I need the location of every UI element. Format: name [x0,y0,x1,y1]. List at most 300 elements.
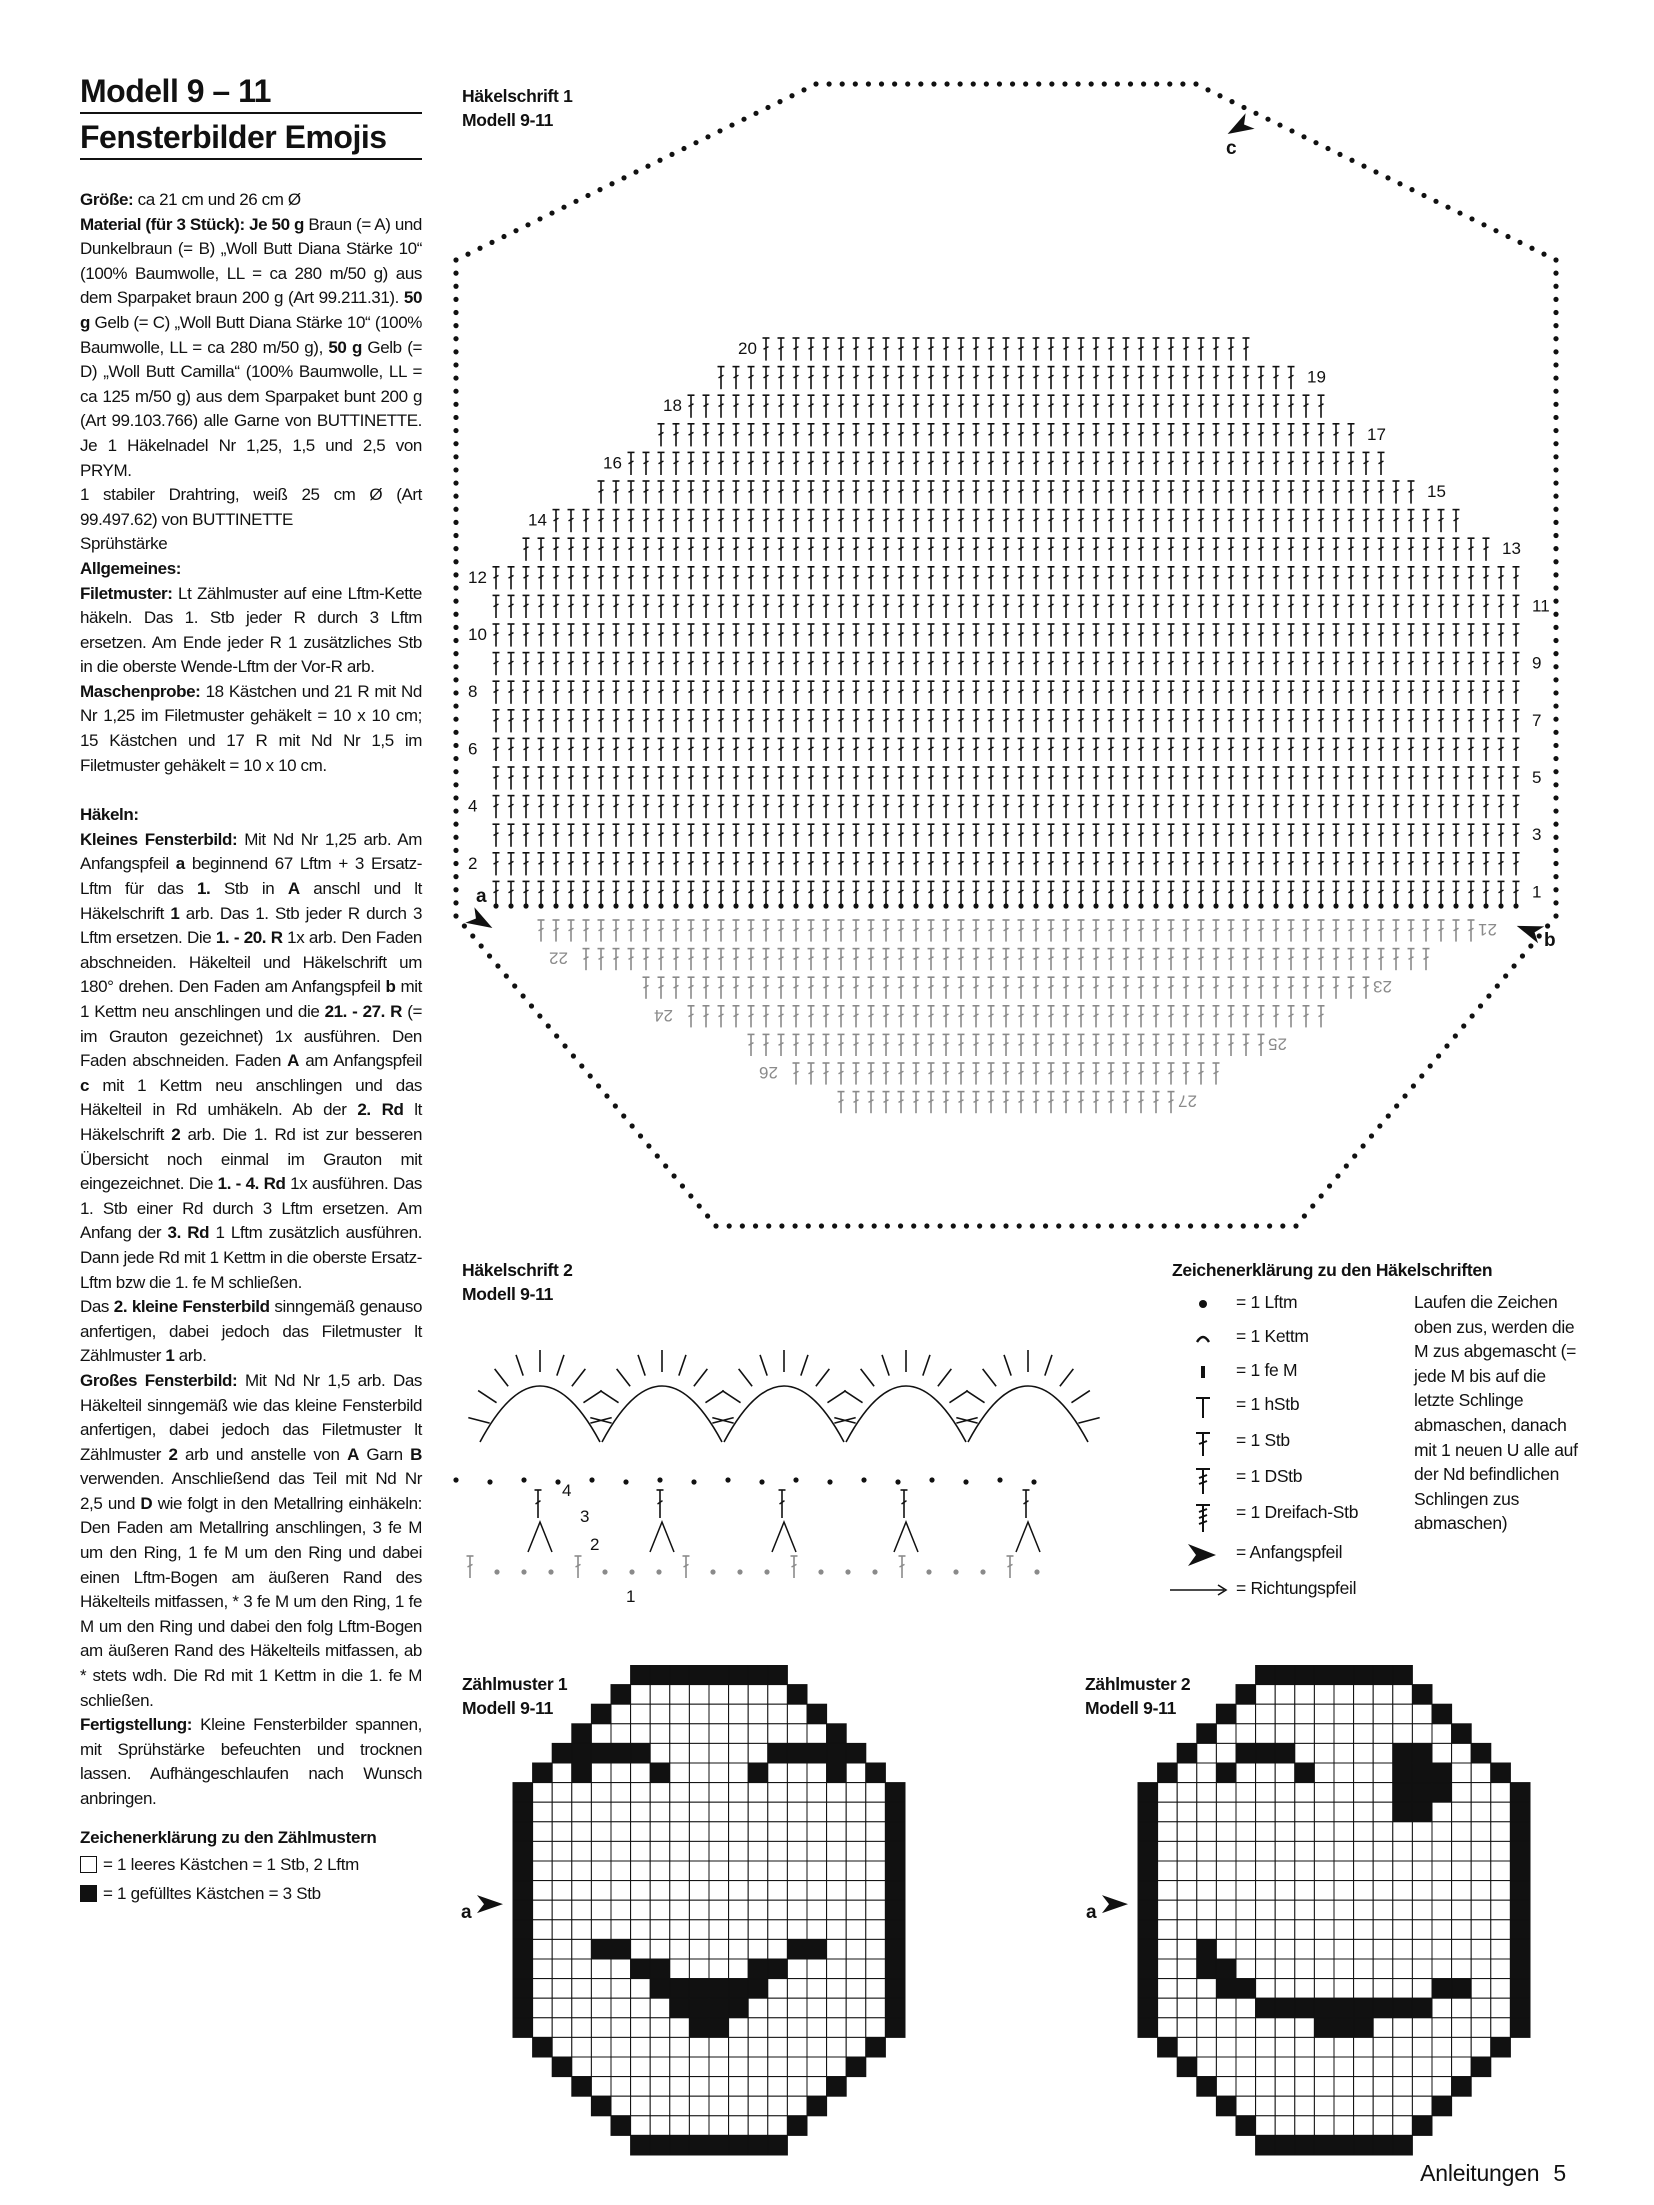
stitch-mark [898,710,905,733]
stitch-mark [553,796,560,819]
stitch-mark [598,853,605,876]
stitch-mark [1318,653,1325,676]
stitch-mark [1033,624,1040,647]
stitch-mark [973,624,980,647]
stitch-mark [733,510,740,533]
stitch-mark [598,738,605,761]
stitch-mark [628,881,635,904]
stitch-mark [1198,510,1205,533]
stitch-mark [643,824,650,847]
stitch-mark [1198,767,1205,790]
stitch-mark [553,710,560,733]
stitch-mark [1393,738,1400,761]
stitch-mark [1348,481,1355,504]
stitch-mark [598,653,605,676]
stitch-mark [1153,624,1160,647]
stitch-mark [628,481,635,504]
stitch-mark [1033,681,1040,704]
stitch-mark [508,681,515,704]
stitch-mark [1303,824,1310,847]
stitch-mark [1003,567,1010,590]
stitch-mark [778,853,785,876]
stitch-mark [763,881,770,904]
stitch-mark [1183,510,1190,533]
stitch-mark [1018,567,1025,590]
stitch-mark [1348,424,1355,447]
chain-mark [1348,903,1353,908]
stitch-mark [1228,767,1235,790]
stitch-mark [838,881,845,904]
chain-mark [808,903,813,908]
stitch-mark [778,881,785,904]
stitch-mark [1078,767,1085,790]
stitch-mark [748,824,755,847]
stitch-mark [1483,710,1490,733]
stitch-mark [688,595,695,618]
stitch-mark [1453,653,1460,676]
stitch-mark [1513,710,1520,733]
stitch-mark [1303,452,1310,475]
stitch-mark [493,595,500,618]
stitch-mark [1258,424,1265,447]
stitch-mark [538,567,545,590]
stitch-mark [553,595,560,618]
stitch-mark [1333,767,1340,790]
stitch-mark [568,510,575,533]
stitch-mark [973,538,980,561]
stitch-mark [1498,681,1505,704]
stitch-mark [1393,710,1400,733]
chain-mark [508,903,513,908]
stitch-mark [1468,538,1475,561]
stitch-mark [823,767,830,790]
stitch-mark [973,338,980,361]
stitch-mark [988,710,995,733]
row-number: 4 [468,796,478,816]
stitch-mark [1423,595,1430,618]
chain-mark [1438,903,1443,908]
stitch-mark [1168,567,1175,590]
chain-mark [1378,903,1383,908]
stitch-mark [628,710,635,733]
stitch-mark [1063,510,1070,533]
stitch-mark [1108,481,1115,504]
stitch-mark [1348,881,1355,904]
stitch-mark [1393,681,1400,704]
stitch-mark [898,595,905,618]
stitch-mark [523,738,530,761]
stitch-mark [943,824,950,847]
stitch-mark [1213,395,1220,418]
stitch-mark [1108,595,1115,618]
stitch-mark [1303,796,1310,819]
stitch-mark [1273,681,1280,704]
model-subtitle: Fensterbilder Emojis [80,119,387,155]
stitch-mark [1303,710,1310,733]
stitch-mark [883,424,890,447]
stitch-mark [868,824,875,847]
stitch-mark [1438,538,1445,561]
stitch-mark [1003,367,1010,390]
stitch-mark [913,338,920,361]
stitch-mark [748,681,755,704]
stitch-mark [853,538,860,561]
stitch-mark [1468,824,1475,847]
stitch-mark [1153,424,1160,447]
stitch-mark [1078,538,1085,561]
stitch-mark [643,853,650,876]
stitch-mark [493,881,500,904]
stitch-mark [1003,538,1010,561]
stitch-mark [988,510,995,533]
stitch-mark [1258,538,1265,561]
stitch-mark [928,452,935,475]
stitch-mark [1123,767,1130,790]
stitch-mark [1303,510,1310,533]
stitch-mark [943,624,950,647]
stitch-mark [778,452,785,475]
stitch-mark [1243,452,1250,475]
stitch-mark [1213,452,1220,475]
stitch-mark [1213,595,1220,618]
stitch-mark [778,567,785,590]
stitch-mark [763,367,770,390]
stitch-mark [1393,595,1400,618]
stitch-mark [943,538,950,561]
stitch-mark [1138,624,1145,647]
stitch-mark [1303,738,1310,761]
stitch-mark [643,452,650,475]
stitch-mark [1273,767,1280,790]
stitch-mark [673,710,680,733]
stitch-mark [1063,653,1070,676]
row-number: 7 [1532,710,1542,730]
stitch-mark [553,567,560,590]
stitch-mark [1078,796,1085,819]
stitch-mark [733,796,740,819]
stitch-mark [1228,367,1235,390]
stitch-mark [1318,538,1325,561]
stitch-mark [958,510,965,533]
stitch-mark [1318,452,1325,475]
stitch-mark [1213,796,1220,819]
stitch-mark [943,510,950,533]
stitch-mark [523,681,530,704]
stitch-mark [658,624,665,647]
stitch-mark [763,681,770,704]
stitch-mark [1183,367,1190,390]
stitch-mark [1393,881,1400,904]
stitch-mark [1243,653,1250,676]
stitch-mark [733,395,740,418]
stitch-mark [1453,681,1460,704]
stitch-mark [838,796,845,819]
stitch-mark [1333,824,1340,847]
chain-mark [973,903,978,908]
stitch-mark [1378,767,1385,790]
stitch-mark [883,681,890,704]
stitch-mark [1108,767,1115,790]
stitch-mark [808,567,815,590]
stitch-mark [958,853,965,876]
chain-mark [1198,903,1203,908]
stitch-mark [823,510,830,533]
chain-mark [1003,903,1008,908]
stitch-mark [823,567,830,590]
stitch-mark [1258,767,1265,790]
stitch-mark [508,567,515,590]
stitch-mark [1453,881,1460,904]
stitch-mark [613,796,620,819]
stitch-mark [1168,738,1175,761]
stitch-mark [1138,481,1145,504]
stitch-mark [703,767,710,790]
stitch-mark [1228,824,1235,847]
stitch-mark [928,424,935,447]
stitch-mark [673,824,680,847]
stitch-mark [1063,338,1070,361]
stitch-mark [928,853,935,876]
stitch-mark [1078,424,1085,447]
stitch-mark [1198,567,1205,590]
stitch-mark [913,767,920,790]
stitch-mark [1273,738,1280,761]
stitch-mark [643,510,650,533]
stitch-mark [748,395,755,418]
stitch-mark [838,595,845,618]
chain-mark [1318,903,1323,908]
chain-mark [883,903,888,908]
stitch-mark [1288,367,1295,390]
stitch-mark [568,567,575,590]
stitch-mark [598,767,605,790]
stitch-mark [718,881,725,904]
stitch-mark [1273,796,1280,819]
stitch-mark [643,481,650,504]
stitch-mark [883,338,890,361]
stitch-mark [1363,653,1370,676]
stitch-mark [748,538,755,561]
stitch-mark [1288,510,1295,533]
stitch-mark [1288,767,1295,790]
stitch-mark [1168,452,1175,475]
stitch-mark [1108,567,1115,590]
stitch-mark [808,424,815,447]
stitch-mark [898,767,905,790]
stitch-mark [1033,395,1040,418]
stitch-mark [1393,853,1400,876]
stitch-mark [1453,510,1460,533]
stitch-mark [883,510,890,533]
stitch-mark [793,595,800,618]
stitch-mark [763,538,770,561]
stitch-mark [1048,452,1055,475]
stitch-mark [748,367,755,390]
stitch-mark [583,767,590,790]
stitch-mark [1243,424,1250,447]
stitch-mark [1303,681,1310,704]
stitch-mark [1228,595,1235,618]
stitch-mark [1333,567,1340,590]
stitch-mark [493,824,500,847]
stitch-mark [1363,595,1370,618]
stitch-mark [688,510,695,533]
stitch-mark [808,796,815,819]
stitch-mark [1243,767,1250,790]
stitch-mark [1063,538,1070,561]
stitch-mark [1093,567,1100,590]
stitch-mark [1108,681,1115,704]
model-title: Modell 9 – 11 [80,73,271,109]
stitch-mark [703,395,710,418]
stitch-mark [568,595,575,618]
stitch-mark [1123,395,1130,418]
chain-mark [1078,903,1083,908]
stitch-mark [733,738,740,761]
stitch-mark [1288,738,1295,761]
stitch-mark [553,538,560,561]
chain-mark [958,903,963,908]
stitch-mark [1258,824,1265,847]
stitch-mark [1048,338,1055,361]
stitch-mark [1108,510,1115,533]
stitch-mark [1108,338,1115,361]
crochet-heading: Häkeln: [80,805,139,825]
stitch-mark [1453,824,1460,847]
stitch-mark [1393,824,1400,847]
stitch-mark [1318,681,1325,704]
stitch-mark [1198,881,1205,904]
stitch-mark [1348,653,1355,676]
stitch-mark [1348,824,1355,847]
starch-paragraph: Sprühstärke [80,534,168,554]
row-number: 16 [603,453,622,473]
stitch-mark [523,796,530,819]
stitch-mark [1243,367,1250,390]
stitch-mark [1183,624,1190,647]
stitch-mark [1213,510,1220,533]
stitch-mark [613,481,620,504]
stitch-mark [493,738,500,761]
stitch-mark [1153,881,1160,904]
stitch-mark [553,767,560,790]
stitch-mark [898,881,905,904]
row-number: 12 [468,567,487,587]
stitch-mark [1018,853,1025,876]
stitch-mark [1303,567,1310,590]
stitch-mark [703,738,710,761]
stitch-mark [718,767,725,790]
stitch-mark [943,738,950,761]
stitch-mark [1318,424,1325,447]
stitch-mark [763,738,770,761]
stitch-mark [658,681,665,704]
stitch-mark [718,538,725,561]
filet-paragraph: Filetmuster: Lt Zählmuster auf eine Lftm-Kette häkeln. Das 1. Stb jeder R durch 3 Lftm ersetzen. Am Ende jeder R 1 zusätzliches Stb in die oberste Wende-Lftm der Vor-R arb. [80,583,422,677]
stitch-mark [1303,624,1310,647]
stitch-mark [718,824,725,847]
stitch-mark [1288,424,1295,447]
chain-mark [493,903,498,908]
stitch-mark [898,853,905,876]
stitch-mark [1273,452,1280,475]
stitch-mark [1093,710,1100,733]
stitch-mark [1513,738,1520,761]
stitch-mark [1153,738,1160,761]
stitch-mark [598,510,605,533]
chain-mark [898,903,903,908]
stitch-mark [628,653,635,676]
stitch-mark [673,738,680,761]
legend-filled-label: = 1 gefülltes Kästchen = 3 Stb [103,1883,321,1903]
stitch-mark [943,796,950,819]
stitch-mark [658,567,665,590]
stitch-mark [583,681,590,704]
stitch-mark [1243,853,1250,876]
stitch-mark [988,681,995,704]
stitch-mark [688,538,695,561]
stitch-mark [868,567,875,590]
stitch-mark [898,824,905,847]
stitch-mark [1378,681,1385,704]
stitch-mark [823,338,830,361]
stitch-mark [1153,395,1160,418]
stitch-mark [1468,738,1475,761]
stitch-mark [1288,681,1295,704]
chain-mark [718,903,723,908]
stitch-mark [1108,653,1115,676]
stitch-mark [673,510,680,533]
stitch-mark [1408,824,1415,847]
stitch-mark [1288,624,1295,647]
stitch-mark [1378,796,1385,819]
stitch-mark [1018,767,1025,790]
chain-mark [1273,903,1278,908]
stitch-mark [628,452,635,475]
stitch-mark [1078,881,1085,904]
chain-mark [1228,903,1233,908]
stitch-mark [808,881,815,904]
stitch-mark [1093,595,1100,618]
stitch-mark [748,567,755,590]
stitch-mark [643,538,650,561]
stitch-mark [1423,738,1430,761]
stitch-mark [748,624,755,647]
stitch-mark [1138,595,1145,618]
stitch-mark [1258,881,1265,904]
stitch-mark [1378,881,1385,904]
stitch-mark [1258,681,1265,704]
row-number: 2 [468,853,478,873]
stitch-mark [1153,796,1160,819]
stitch-mark [1213,767,1220,790]
stitch-mark [1183,824,1190,847]
stitch-mark [643,653,650,676]
stitch-mark [838,567,845,590]
stitch-mark [1228,338,1235,361]
stitch-mark [688,424,695,447]
stitch-mark [523,567,530,590]
stitch-mark [958,624,965,647]
stitch-mark [493,624,500,647]
stitch-mark [793,767,800,790]
stitch-mark [1138,738,1145,761]
stitch-mark [973,796,980,819]
stitch-mark [658,481,665,504]
stitch-mark [793,710,800,733]
stitch-mark [1183,881,1190,904]
stitch-mark [823,481,830,504]
